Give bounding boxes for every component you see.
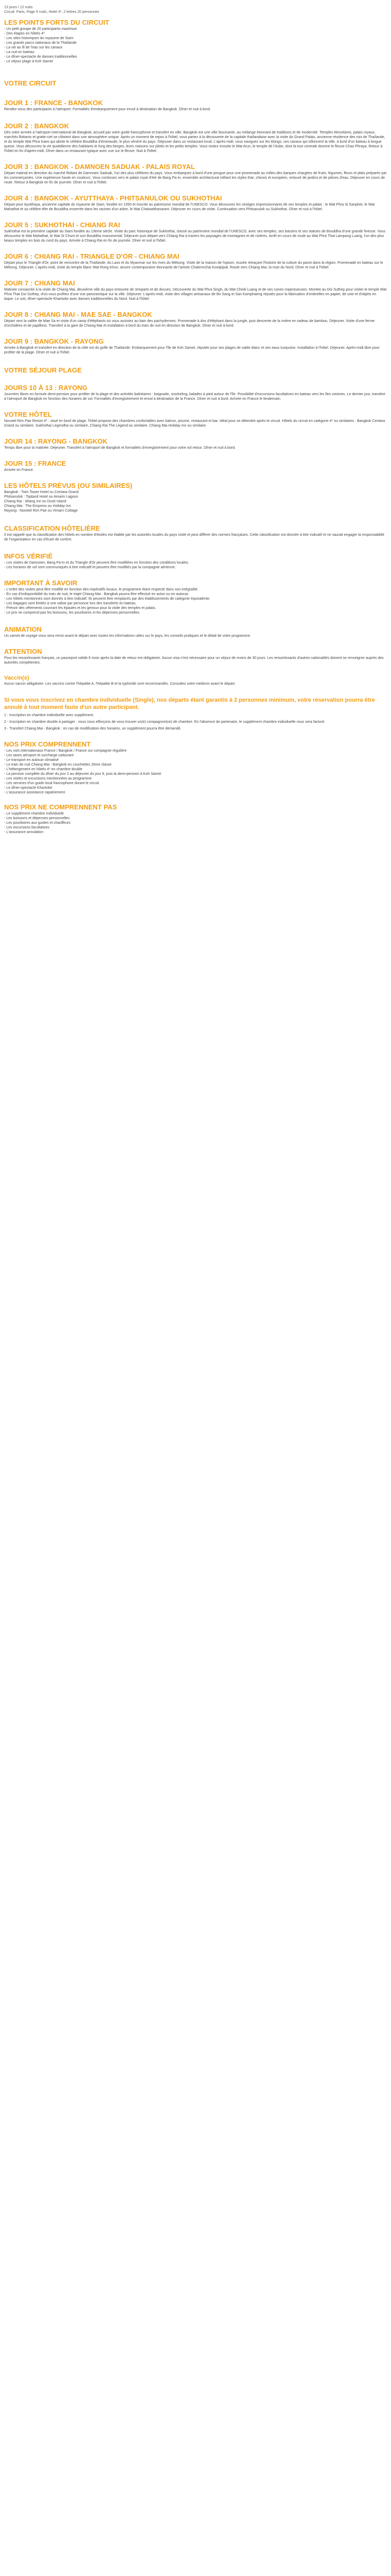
day-title: JOUR 4 : BANGKOK - AYUTTHAYA - PHITSANULOK OU SUKHOTHAI xyxy=(4,194,222,202)
price-includes-item: - L'hébergement en hôtels 4* en chambre double xyxy=(4,768,83,771)
important-item: - Le prix ne comprend pas les boissons, les pourboires ni les dépenses personnelles. xyxy=(4,611,140,615)
price-includes-item: - Le transport en autocar climatisé xyxy=(4,758,59,762)
day-title: JOURS 10 À 13 : RAYONG xyxy=(4,384,88,392)
single-notice-section xyxy=(4,697,387,731)
day-title: JOUR 1 : FRANCE - BANGKOK xyxy=(4,99,103,107)
day-title: JOUR 9 : BANGKOK - RAYONG xyxy=(4,337,104,345)
price-excludes-item: - L'assurance annulation xyxy=(4,831,44,834)
hotel-item: Bangkok : Twin Tower Hotel ou Centara Grand xyxy=(4,490,79,494)
day-9 xyxy=(4,337,387,355)
single-notice-item: 1 - Inscription en chambre individuelle avec supplément. xyxy=(4,714,94,717)
price-excludes-item: - Les excursions facultatives xyxy=(4,826,50,829)
important-item: - Prévoir des vêtements couvrant les épaules et les genoux pour la visite des temples et palais. xyxy=(4,606,156,610)
attention-section xyxy=(4,648,387,665)
vaccins-text: Aucun vaccin obligatoire. Les vaccins contre l'hépatite A, l'hépatite B et la typhoïde sont recommandés. Consultez votre médecin avant le départ. xyxy=(4,682,236,686)
animation-title: ANIMATION xyxy=(4,625,42,633)
highlight-item: - Les sites historiques du royaume de Siam xyxy=(4,37,74,40)
trip-duration: 13 jours / 12 nuits xyxy=(4,6,33,9)
day-title: JOUR 6 : CHIANG RAI - TRIANGLE D'OR - CHIANG MAI xyxy=(4,252,180,260)
trip-route: Circuit: Paris, Page 5 nuits, Hotel 4*, 2 lettres 20 personnes xyxy=(4,10,100,14)
day-7 xyxy=(4,279,387,301)
price-includes-item: - Les services d'un guide local francophone durant le circuit xyxy=(4,782,99,785)
hotel-title: VOTRE HÔTEL xyxy=(4,411,52,418)
day-3 xyxy=(4,163,387,185)
single-notice-item: 3 - Transfert Chiang Mai - Bangkok : en cas de modification des horaires, un supplément pourra être demandé. xyxy=(4,727,182,731)
hotel-section xyxy=(4,411,387,428)
info-item: - Les visites de Damnoen, Bang Pa-In et du Triangle d'Or peuvent être modifiées en fonction des conditions locales. xyxy=(4,561,189,565)
day-text: Arrivée en France. xyxy=(4,468,34,472)
day-text: Départ pour le Triangle d'Or, point de rencontre de la Thaïlande, du Laos et du Myanmar sur les rives du Mékong. Visite de la maison de l'opium, musée retraçant l'histoire de la culture du pavot dans la région. Promenade en bateau sur le Mékong. Déjeuner. L'après-midi, visite du temple blanc Wat Rong Khun, œuvre contemporaine étonnante de l'artiste Chalermchai Kositpipat. Route vers Chiang Mai, la rose du Nord. Dîner et nuit à l'hôtel. xyxy=(4,261,383,269)
single-notice-item: 2 - Inscription en chambre double à partager : nous nous efforçons de vous trouver un(e) compagnon(ne) de chambre. En l'absence de partenaire, le supplément chambre individuelle vous sera facturé. xyxy=(4,720,325,724)
hotel-item: Rayong : Novotel Rim Pae ou Vimarn Cottage xyxy=(4,509,78,513)
price-includes-item: - La pension complète du dîner du jour 2 au déjeuner du jour 9, puis la demi-pension à Koh Samet xyxy=(4,772,161,776)
day-title: JOUR 5 : SUKHOTHAI - CHIANG RAI xyxy=(4,221,120,229)
important-item: - En cas d'indisponibilité du train de nuit, le trajet Chiang Mai - Bangkok pourra être effectué en avion ou en autocar. xyxy=(4,592,189,596)
header xyxy=(4,5,387,14)
day-text: Dès votre arrivée à l'aéroport international de Bangkok, accueil par votre guide francophone et transfert en ville. Bangkok est une ville fascinante, au mélange étonnant de traditions et de modernité. Temples étincelants, palais royaux, marchés flottants et gratte-ciel se côtoient dans une atmosphère unique. Après un moment de repos à l'hôtel, vous partez à la découverte de la capitale thaïlandaise avec la visite du Grand Palais, ancienne résidence des rois de Thaïlande, et du temple Wat Phra Kaeo qui abrite le célèbre Bouddha d'émeraude, le plus vénéré du pays. Déjeuner dans un restaurant local. L'après-midi, vous naviguez sur les klongs, ces canaux qui sillonnent la ville, à bord d'un bateau à longue queue. Vous découvrez la vie quotidienne des habitants le long des berges, leurs maisons sur pilotis et les petits temples. Vous visitez ensuite le Wat Arun, le temple de l'Aube, dont la tour centrale domine le fleuve Chao Phraya. Retour à l'hôtel en fin d'après-midi. Dîner dans un restaurant typique avec vue sur le fleuve. Nuit à l'hôtel. xyxy=(4,131,385,153)
hotel-text: Novotel Rim Pae Resort 4* : situé en bord de plage, l'hôtel propose des chambres confortables avec balcon, piscine, restaurant et bar. Idéal pour se détendre après le circuit. Hôtels du circuit en catégorie 4* ou similaires : Bangkok Centara Grand ou similaire, Sukhothai Legendha ou similaire, Chiang Rai The Legend ou similaire, Chiang Mai Holiday Inn ou similaire. xyxy=(4,419,385,428)
day-1 xyxy=(4,99,387,112)
highlight-item: - Le séjour plage à Koh Samet xyxy=(4,60,53,63)
hotel-item: Phitsanulok : Topland Hotel ou Amarin Lagoon xyxy=(4,495,78,499)
hotels-list-title: LES HÔTELS PRÉVUS (OU SIMILAIRES) xyxy=(4,482,133,489)
price-includes-item: - L'assurance assistance rapatriement xyxy=(4,791,66,794)
highlight-item: - Des étapes en hôtels 4* xyxy=(4,32,45,36)
price-excludes-section xyxy=(4,803,387,835)
price-includes-item: - Le dîner-spectacle Khantoke xyxy=(4,786,53,790)
day-title: JOUR 14 : RAYONG - BANGKOK xyxy=(4,437,108,445)
classification-text: Il est rappelé que la classification des hôtels en nombre d'étoiles est établie par les autorités locales du pays visité et peut différer des normes françaises. Cette classification est donnée à titre indicatif et ne saurait engager la responsabilité de l'organisateur en cas d'écart de confort. xyxy=(4,533,385,541)
highlights-section xyxy=(4,19,387,64)
day-text: Arrivée à Bangkok et transfert en direction de la côte est du golfe de Thaïlande. Embarquement pour l'île de Koh Samet, réputée pour ses plages de sable blanc et ses eaux turquoise. Installation à l'hôtel. Déjeuner. Après-midi libre pour profiter de la plage. Dîner et nuit à l'hôtel. xyxy=(4,346,380,354)
price-excludes-item: - Les pourboires aux guides et chauffeurs xyxy=(4,821,71,825)
day-text: Départ vers la vallée de Mae Sa et visite d'un camp d'éléphants où vous assistez au bain des pachydermes. Promenade à dos d'éléphant dans la jungle, puis descente de la rivière en radeau de bambou. Déjeuner. Visite d'une ferme d'orchidées et de papillons. Transfert à la gare de Chiang Mai et installation à bord du train de nuit en direction de Bangkok. Dîner et nuit à bord. xyxy=(4,319,375,328)
day-8 xyxy=(4,311,387,328)
highlight-item: - La nuit en bateau xyxy=(4,50,35,54)
info-item: - Les horaires de vol sont communiqués à titre indicatif et peuvent être modifiés par la compagnie aérienne. xyxy=(4,566,176,569)
price-includes-title: NOS PRIX COMPRENNENT xyxy=(4,740,91,748)
day-text: Rendez-vous des participants à l'aéroport. Formalités d'embarquement pour envol à destination de Bangkok. Dîner et nuit à bord. xyxy=(4,108,211,111)
highlight-item: - Un petit groupe de 20 participants maximum xyxy=(4,27,77,31)
day-title: JOUR 2 : BANGKOK xyxy=(4,122,69,130)
price-includes-item: - Le train de nuit Chiang Mai - Bangkok en couchettes 2ème classe xyxy=(4,763,112,767)
day-6 xyxy=(4,252,387,270)
classification-title: CLASSIFICATION HÔTELIÈRE xyxy=(4,524,101,532)
info-section xyxy=(4,552,387,570)
day-text: Départ pour Ayutthaya, ancienne capitale du royaume de Siam, fondée en 1350 et inscrite au patrimoine mondial de l'UNESCO. Vous découvrez les vestiges impressionnants de ses temples et palais : le Wat Phra Si Sanphet, le Wat Mahathat et sa célèbre tête de Bouddha enserrée dans les racines d'un arbre, le Wat Chaiwatthanaram. Déjeuner en cours de visite. Continuation vers Phitsanulok ou Sukhothai. Dîner et nuit à l'hôtel. xyxy=(4,203,375,211)
hotel-item: Chiang Rai : Wiang Inn ou Dusit Island xyxy=(4,500,67,503)
animation-section xyxy=(4,625,387,638)
important-item: - L'ordre des visites peut être modifié en fonction des impératifs locaux, le programme étant respecté dans son intégralité. xyxy=(4,588,199,591)
day-title: JOUR 7 : CHIANG MAI xyxy=(4,279,75,287)
price-excludes-item: - Le supplément chambre individuelle xyxy=(4,812,64,816)
price-excludes-title: NOS PRIX NE COMPRENNENT PAS xyxy=(4,803,117,811)
day-title: JOUR 15 : FRANCE xyxy=(4,460,66,467)
day-2 xyxy=(4,122,387,154)
hotel-item: Chiang Mai : The Empress ou Holiday Inn xyxy=(4,504,71,508)
attention-title: ATTENTION xyxy=(4,648,42,655)
price-includes-section xyxy=(4,740,387,795)
day-14 xyxy=(4,437,387,450)
day-title: JOUR 3 : BANGKOK - DAMNOEN SADUAK - PALAIS ROYAL xyxy=(4,163,195,171)
single-notice-title: Si vous vous inscrivez en chambre individuelle (Single), nos départs étant garantis à 2 personnes minimum, votre réservation pourra être annulé à tout moment faute d'un autre participant. xyxy=(4,697,375,710)
day-5 xyxy=(4,221,387,243)
day-text: Départ matinal en direction du marché flottant de Damnoen Saduak, l'un des plus célèbres du pays. Vous embarquez à bord d'une pirogue pour une promenade au milieu des barques chargées de fruits, légumes, fleurs et plats préparés par les commerçantes. Une expérience haute en couleurs. Vous continuez vers le palais royal d'été de Bang Pa-In, ensemble architectural mêlant les styles thaï, chinois et européen, entouré de jardins et de pièces d'eau. Déjeuner en cours de route. Retour à Bangkok en fin de journée. Dîner et nuit à l'hôtel. xyxy=(4,172,387,184)
days-10-13 xyxy=(4,384,387,401)
day-title: JOUR 8 : CHIANG MAI - MAE SAE - BANGKOK xyxy=(4,311,152,318)
price-includes-item: - Les taxes aéroport et surcharge carburant xyxy=(4,754,74,757)
day-text: Temps libre pour la matinée. Déjeuner. Transfert à l'aéroport de Bangkok et formalités d'enregistrement pour votre vol retour. Dîner et nuit à bord. xyxy=(4,446,236,450)
info-title: INFOS VÉRIFIÉ xyxy=(4,552,53,560)
highlights-title: LES POINTS FORTS DU CIRCUIT xyxy=(4,19,109,26)
hotels-list-section xyxy=(4,482,387,513)
price-includes-item: - Les visites et excursions mentionnées au programme xyxy=(4,777,92,781)
day-text: Matinée consacrée à la visite de Chiang Mai, deuxième ville du pays entourée de remparts et de douves. Découverte du Wat Phra Singh, du Wat Chedi Luang et de ses ruines majestueuses. Montée au Doi Suthep pour visiter le temple Wat Phra That Doi Suthep, d'où vous profitez d'une vue panoramique sur la ville. Déjeuner. L'après-midi, visite des villages artisanaux de Bo Sang et San Kamphaeng réputés pour la fabrication d'ombrelles en papier, de soie et d'objets en laque. Le soir, dîner-spectacle Khantoke avec danses traditionnelles du Nord. Nuit à l'hôtel. xyxy=(4,288,387,301)
important-title: IMPORTANT À SAVOIR xyxy=(4,579,77,587)
important-section xyxy=(4,579,387,615)
highlight-item: - Les grands parcs nationaux de la Thaïlande xyxy=(4,41,77,45)
price-includes-item: - Les vols internationaux France / Bangkok / France sur compagnie régulière xyxy=(4,749,127,753)
important-item: - Les bagages sont limités à une valise par personne lors des transferts en bateau. xyxy=(4,602,137,605)
classification-section xyxy=(4,524,387,542)
vaccins-section xyxy=(4,674,387,686)
day-text: Journées libres en formule demi-pension pour profiter de la plage et des activités balnéaires : baignade, snorkeling, balades à pied autour de l'île. Possibilité d'excursions facultatives en bateau vers les îles voisines. Le dernier jour, transfert à l'aéroport de Bangkok en fonction des horaires de vol. Formalités d'enregistrement et envol à destination de la France. Dîner et nuit à bord. Arrivée en France le lendemain. xyxy=(4,393,385,401)
day-4 xyxy=(4,194,387,212)
day-15 xyxy=(4,460,387,472)
vaccins-title: Vaccin(s) xyxy=(4,675,29,681)
important-item: - Les hôtels mentionnés sont donnés à titre indicatif. Ils peuvent être remplacés par des établissements de catégorie équivalente. xyxy=(4,597,210,601)
day-text: Sukhothai est la première capitale du Siam fondée au 13ème siècle. Visite du parc historique de Sukhothai, classé au patrimoine mondial de l'UNESCO, avec ses temples, ses bassins et ses statues de Bouddha d'une grande finesse. Vous découvrez le Wat Mahathat, le Wat Si Chum et son Bouddha monumental. Déjeuner puis départ vers Chiang Rai à travers les paysages de montagnes et de rizières. Arrêt en cours de route au Wat Phra That Lampang Luang, l'un des plus beaux temples en bois du nord du pays. Arrivée à Chiang Rai en fin de journée. Dîner et nuit à l'hôtel. xyxy=(4,230,386,243)
highlight-item: - La vie au fil de l'eau sur les canaux xyxy=(4,46,63,49)
price-excludes-item: - Les boissons et dépenses personnelles xyxy=(4,817,70,820)
animation-text: Un carnet de voyage vous sera remis avant le départ avec toutes les informations utiles sur le pays, les conseils pratiques et le détail de votre programme. xyxy=(4,634,251,638)
attention-text: Pour les ressortissants français, un passeport valide 6 mois après la date de retour est obligatoire. Aucun visa n'est nécessaire pour un séjour de moins de 30 jours. Les ressortissants d'autres nationalités doivent se renseigner auprès des autorités compétentes. xyxy=(4,656,384,665)
stay-title: VOTRE SÉJOUR PLAGE xyxy=(4,366,82,374)
highlight-item: - Le dîner-spectacle de danses traditionnelles xyxy=(4,55,77,59)
circuit-title: VOTRE CIRCUIT xyxy=(4,79,57,87)
